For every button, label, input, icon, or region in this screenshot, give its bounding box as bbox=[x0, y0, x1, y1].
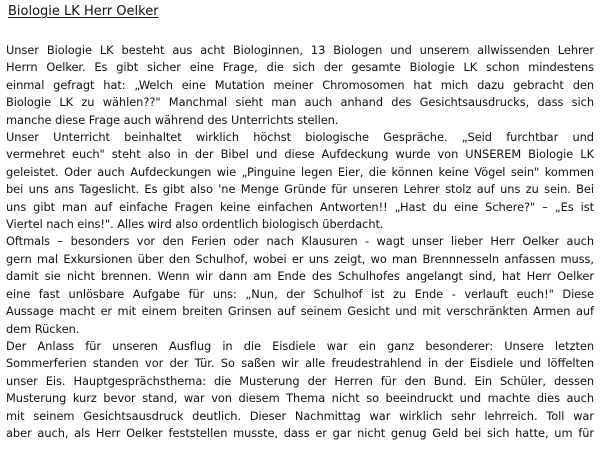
text-line: gern mal Exkursionen über den Schulhof, wobei er uns zeigt, wo man Brennnesseln anfassen muss, bbox=[6, 251, 594, 266]
text-line: dem Rücken. bbox=[6, 321, 80, 336]
text-line: eine fast unlösbare Aufgabe für uns: „Nun, der Schulhof ist zu Ende - verlauft euch!" Diese bbox=[6, 286, 594, 301]
text-line: damit sie nicht brennen. Wenn wir dann am Ende des Schulhofes angelangt sind, hat Herr Oelker bbox=[6, 269, 594, 284]
text-line: Der Anlass für unseren Ausflug in die Eisdiele war ein ganz besonderer: Unsere letzten bbox=[6, 338, 594, 353]
text-line: manche diese Frage auch während des Unterrichts stellen. bbox=[6, 112, 339, 127]
paragraph-3 bbox=[6, 233, 594, 337]
text-line: vermehret euch" steht also in der Bibel und diese Aufdeckung wurde von UNSEREM Biologie LK bbox=[6, 147, 594, 162]
text-line: Sommerferien standen vor der Tür. So saßen wir alle freudestrahlend in der Eisdiele und löffelten bbox=[6, 356, 594, 371]
text-line: unser Eis. Hauptgesprächsthema: die Musterung der Herren für den Bund. Ein Schüler, dessen bbox=[6, 373, 594, 388]
document-title: Biologie LK Herr Oelker bbox=[8, 4, 159, 19]
text-line: Biologie LK zu wählen??" Manchmal sieht man auch anhand des Gesichtsausdrucks, dass sich bbox=[6, 95, 594, 110]
text-line: uns gibt man auf einfache Fragen keine einfachen Antworten!! „Hast du eine Schere?" – „Es ist bbox=[6, 199, 594, 214]
text-line: aber auch, als Herr Oelker feststellen musste, dass er gar nicht genug Geld bei sich hatte, um für bbox=[6, 425, 594, 440]
text-line: Musterung kurz bevor stand, war von diesem Thema nicht so beeindruckt und machte dies auch bbox=[6, 391, 594, 406]
text-line: Aussage macht er mit einem breiten Grinsen auf seinem Gesicht und mit verschränkten Armen auf bbox=[6, 304, 594, 319]
paragraph-2 bbox=[6, 129, 594, 233]
text-line: Herrn Oelker. Es gibt sicher eine Frage, die sich der gesamte Biologie LK schon mindestens bbox=[6, 60, 594, 75]
text-line: bei uns ans Tageslicht. Es gibt also 'ne Menge Gründe für unseren Lehrer stolz auf uns zu sein. Bei bbox=[6, 182, 594, 197]
text-line: Oftmals – besonders vor den Ferien oder nach Klausuren - wagt unser lieber Herr Oelker auch bbox=[6, 234, 594, 249]
text-line: Unser Unterricht beinhaltet wirklich höchst biologische Gespräche. „Seid furchtbar und bbox=[6, 130, 594, 145]
text-line: mit seinem Gesichtsausdruck deutlich. Dieser Nachmittag war wirklich sehr lehrreich. Toll war bbox=[6, 408, 594, 423]
paragraph-1 bbox=[6, 42, 594, 129]
text-line: Unser Biologie LK besteht aus acht Biologinnen, 13 Biologen und unserem allwissenden Lehrer bbox=[6, 43, 594, 57]
document-body bbox=[6, 42, 594, 442]
text-line: Viertel nach eins!". Alles wird also ordentlich biologisch überdacht. bbox=[6, 217, 384, 232]
text-line: geleistet. Oder auch Aufdeckungen wie „Pinguine legen Eier, die können keine Vögel sein" kommen bbox=[6, 164, 594, 179]
text-line: einmal gefragt hat: „Welch eine Mutation meiner Chromosomen hat mich dazu gebracht den bbox=[6, 77, 594, 92]
paragraph-4 bbox=[6, 338, 594, 442]
